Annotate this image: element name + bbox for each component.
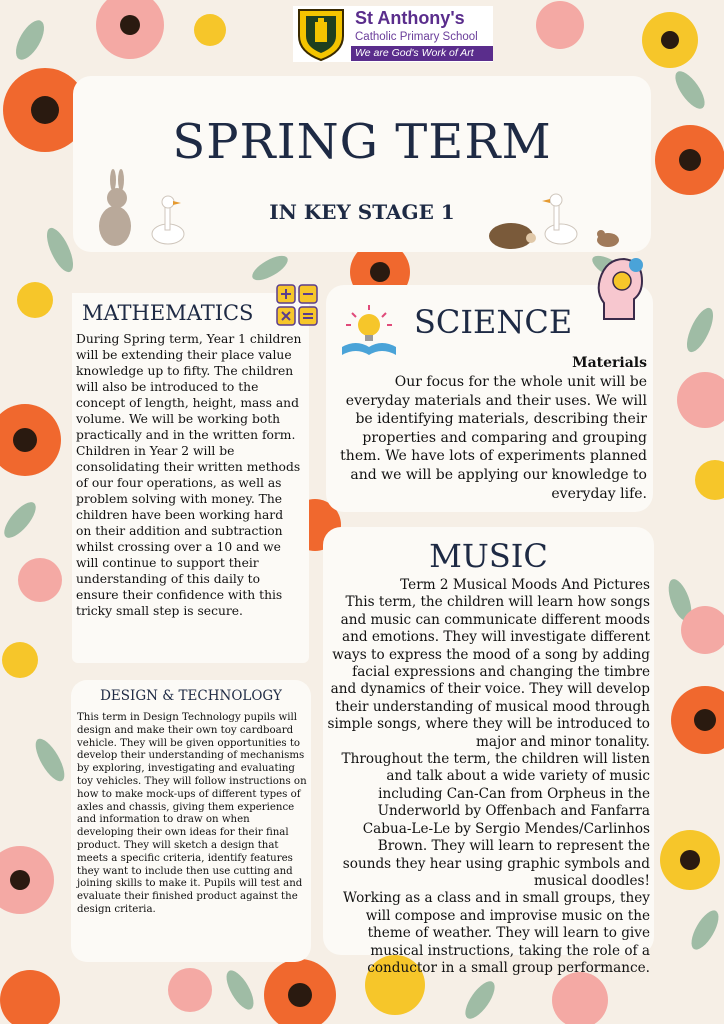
science-subtitle: Materials (572, 355, 647, 371)
school-subtitle: Catholic Primary School (355, 31, 478, 43)
school-name: St Anthony's (355, 8, 465, 28)
header-card (73, 76, 651, 252)
design-technology-section (71, 680, 311, 962)
science-text: Our focus for the whole unit will be everyday materials and their uses. We will be identifying materials, describing their properties and comparing and grouping them. We have lots of experiments planned and we will be applying our knowledge to everyday life. (340, 374, 647, 502)
math-operations-icon (275, 283, 319, 327)
design-technology-title: DESIGN & TECHNOLOGY (100, 688, 282, 704)
page-subtitle: IN KEY STAGE 1 (269, 200, 455, 224)
design-technology-text: This term in Design Technology pupils will design and make their own toy cardboard vehicle. They will be given opportunities to develop their understanding of mechanisms by exploring, investigating and evaluating toy vehicles. They will follow instructions on how to make mock-ups of different types of axles and chassis, giving them experience and information to draw on when developing their own ideas for their final product. They will sketch a design that meets a specific criteria, identify features they want to include then use cutting and joining skills to make it. Pupils will test and evaluate their finished product against the design criteria. (77, 712, 307, 915)
head-lightbulb-icon (594, 253, 646, 323)
mathematics-title: MATHEMATICS (82, 301, 254, 325)
music-title: MUSIC (429, 537, 548, 575)
school-logo (293, 6, 493, 62)
lightbulb-book-icon (338, 301, 400, 357)
music-section (323, 527, 654, 976)
music-subtitle: Term 2 Musical Moods And Pictures (400, 577, 650, 593)
school-motto: We are God's Work of Art (351, 46, 493, 61)
science-title: SCIENCE (414, 303, 573, 341)
music-paragraph-2: Throughout the term, the children will listen and talk about a wide variety of music including Can-Can from Orpheus in the Underworld by Offenbach and Fanfarra Cabua-Le-Le by Sergio Mendes/Carlinhos Brown. They will learn to represent the sounds they hear using graphic symbols and musical doodles! (341, 751, 650, 889)
music-paragraph-1: This term, the children will learn how songs and music can communicate different moods and emotions. They will investigate different ways to express the mood of a song by adding facial expressions and changing the timbre and dynamics of their voice. They will develop their understanding of musical mood through simple songs, where they will be introduced to major and minor tonality. (327, 594, 650, 750)
music-text (327, 577, 650, 977)
mathematics-section (72, 293, 309, 663)
mouse-icon (597, 230, 619, 247)
science-section (326, 285, 653, 512)
school-crest-icon (293, 6, 349, 62)
mathematics-text: During Spring term, Year 1 children will be extending their place value knowledge up to fifty. The children will also be introduced to the concept of length, height, mass and volume. We will be working both practically and in the written form. Children in Year 2 will be consolidating their written methods of our four operations, as well as problem solving with money. The children have been working hard on their addition and subtraction whilst crossing over a 10 and we will continue to support their understanding of this daily to ensure their confidence with this tricky small step is secure. (76, 332, 302, 618)
hedgehog-icon (489, 223, 536, 249)
page-title: SPRING TERM (172, 114, 552, 170)
music-paragraph-3: Working as a class and in small groups, they will compose and improvise music on the theme of weather. They will learn to give musical instructions, taking the role of a conductor in a small group performance. (343, 890, 650, 976)
